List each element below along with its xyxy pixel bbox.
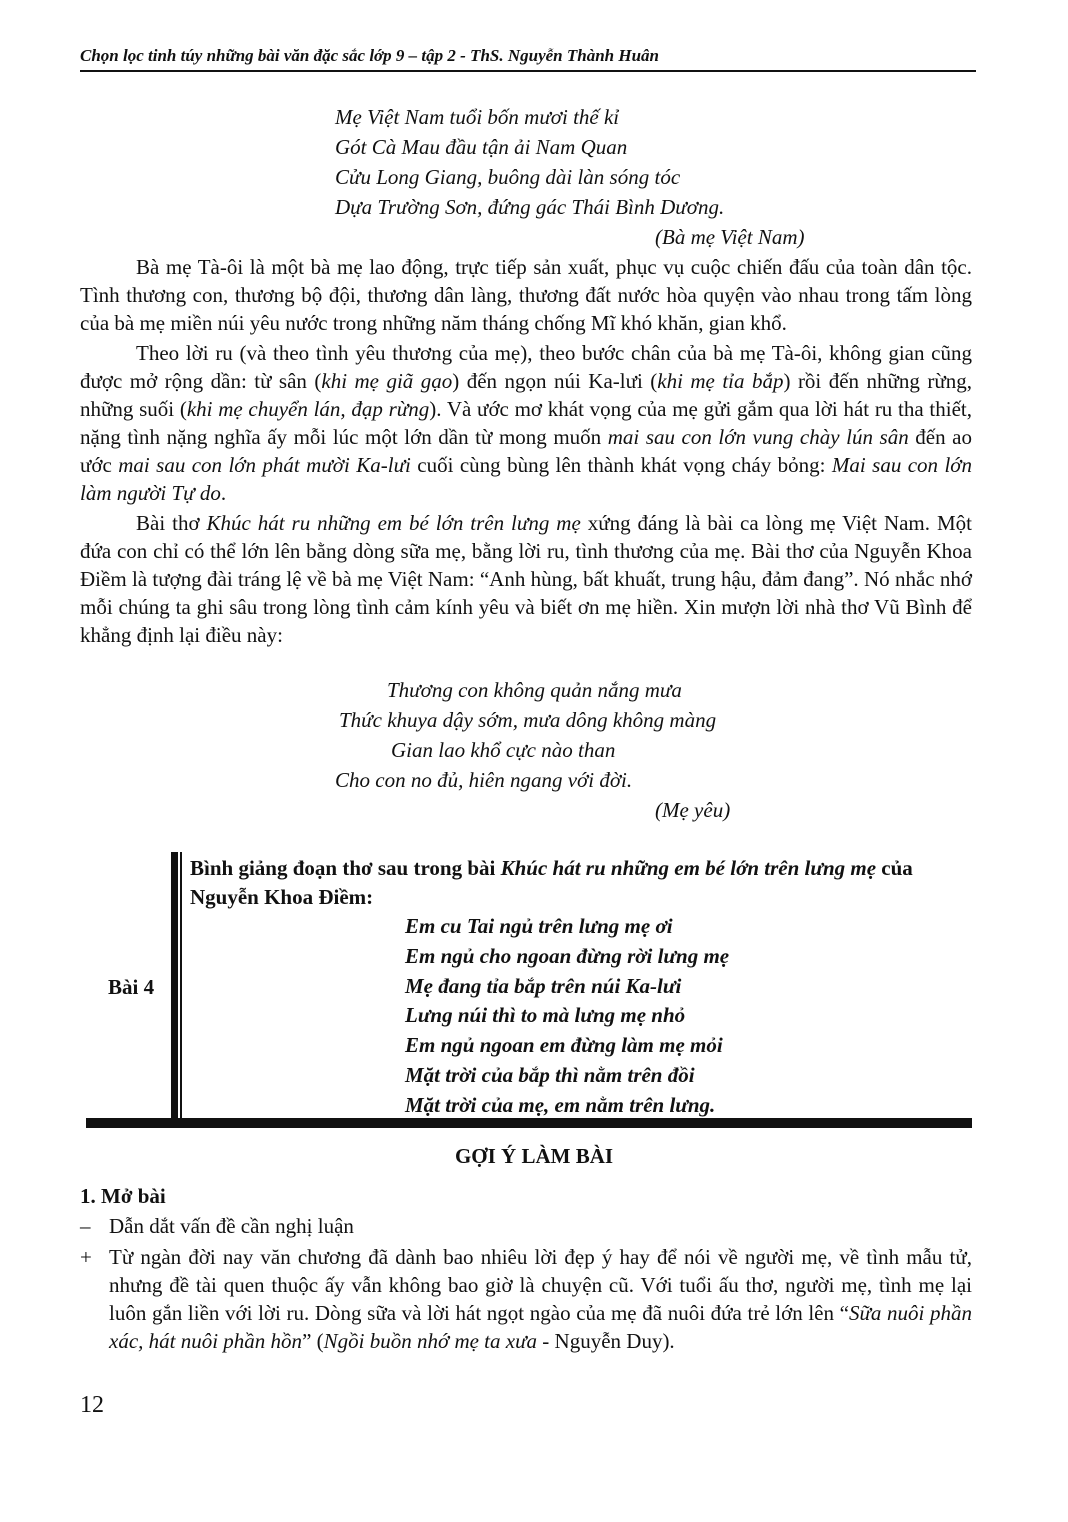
poem-source-1: (Bà mẹ Việt Nam): [655, 225, 805, 249]
page-number: 12: [80, 1392, 104, 1418]
poem-line: Lưng núi thì to mà lưng mẹ nhỏ: [405, 1003, 686, 1028]
poem-source-2: (Mẹ yêu): [655, 798, 731, 822]
list-item-text: Dẫn dắt vấn đề cần nghị luận: [109, 1214, 354, 1238]
poem-line: Thức khuya dậy sớm, mưa dông không màng: [339, 708, 717, 732]
poem-line: Dựa Trường Sơn, đứng gác Thái Bình Dương.: [335, 195, 725, 219]
body-text: [80, 253, 972, 649]
list-item: [80, 1243, 972, 1355]
paragraph-1: Bà mẹ Tà-ôi là một bà mẹ lao động, trực tiếp sản xuất, phục vụ cuộc chiến đấu của toàn dân tộc. Tình thương con, thương bộ đội, thương dân làng, thương đất nước hòa quyện vào nhau trong tấm lòng của bà mẹ miền núi yêu nước trong những năm tháng chống Mĩ khó khăn, gian khổ.: [80, 255, 972, 335]
poem-line: Mặt trời của mẹ, em nằm trên lưng.: [405, 1092, 716, 1117]
poem-line: Em ngủ ngoan em đừng làm mẹ mỏi: [405, 1033, 723, 1058]
poem-line: Em cu Tai ngủ trên lưng mẹ ơi: [405, 914, 673, 938]
list-item: [80, 1212, 972, 1240]
exercise-divider-vertical: [171, 852, 182, 1124]
bullet-marker: –: [80, 1214, 91, 1238]
section-title: GỢI Ý LÀM BÀI: [454, 1144, 614, 1168]
poem-excerpt-2: [335, 675, 716, 795]
paragraph-2: Theo lời ru (và theo tình yêu thương của mẹ), theo bước chân của bà mẹ Tà-ôi, không gian cũng được mở rộng dần: từ sân (khi mẹ giã gạo) đến ngọn núi Ka-lưi (khi mẹ tỉa bắp) rồi đến những rừng, những suối (khi mẹ chuyển lán, đạp rừng). Và ước mơ khát vọng của mẹ gửi gắm qua lời hát ru tha thiết, nặng tình nặng nghĩa ấy mỗi lúc một lớn dần từ mong muốn mai sau con lớn vung chày lún sân đến ao ước mai sau con lớn phát mười Ka-lưi cuối cùng bùng lên thành khát vọng cháy bỏng: Mai sau con lớn làm người Tự do.: [80, 341, 973, 505]
list-item-text: Từ ngàn đời nay văn chương đã dành bao nhiêu lời đẹp ý hay để nói về người mẹ, về tình mẫu tử, nhưng đề tài quen thuộc ấy vẫn không bao giờ là chuyện cũ. Với tuổi ấu thơ, người mẹ, tình mẹ lại luôn gắn liền với lời ru. Dòng sữa và lời hát ngọt ngào của mẹ đã nuôi đứa trẻ lớn lên “Sữa nuôi phần xác, hát nuôi phần hồn” (Ngồi buồn nhớ mẹ ta xưa - Nguyễn Duy).: [109, 1245, 972, 1353]
poem-line: Gót Cà Mau đầu tận ải Nam Quan: [335, 135, 628, 159]
subheading: 1. Mở bài: [80, 1184, 166, 1208]
running-header: Chọn lọc tinh túy những bài văn đặc sắc lớp 9 – tập 2 - ThS. Nguyễn Thành Huân: [80, 44, 976, 72]
exercise-divider-gap: [178, 852, 180, 1124]
poem-excerpt-1: [335, 102, 724, 222]
poem-line: Mẹ đang tỉa bắp trên núi Ka-lưi: [405, 973, 682, 998]
poem-line: Cửu Long Giang, buông dài làn sóng tóc: [335, 165, 681, 189]
poem-line: Mẹ Việt Nam tuổi bốn mươi thế kỉ: [335, 105, 620, 129]
poem-line: Cho con no đủ, hiên ngang với đời.: [335, 768, 633, 792]
exercise-poem: [405, 912, 729, 1121]
exercise-prompt: Bình giảng đoạn thơ sau trong bài Khúc hát ru những em bé lớn trên lưng mẹ của Nguyễn Khoa Điềm:: [190, 856, 913, 909]
bullet-marker: +: [80, 1245, 92, 1269]
poem-line: Thương con không quản nắng mưa: [387, 678, 682, 702]
poem-line: Mặt trời của bắp thì nằm trên đồi: [405, 1062, 695, 1087]
paragraph-3: Bài thơ Khúc hát ru những em bé lớn trên lưng mẹ xứng đáng là bài ca lòng mẹ Việt Nam. Một đứa con chỉ có thể lớn lên bằng dòng sữa mẹ, bằng lời ru, tình thương của mẹ. Bài thơ của Nguyễn Khoa Điềm là tượng đài tráng lệ về bà mẹ Việt Nam: “Anh hùng, bất khuất, trung hậu, đảm đang”. Nó nhắc nhớ mỗi chúng ta ghi sâu trong lòng tình cảm kính yêu và biết ơn mẹ hiền. Xin mượn lời nhà thơ Vũ Bình để khẳng định lại điều này:: [80, 511, 972, 647]
poem-line: Em ngủ cho ngoan đừng rời lưng mẹ: [405, 943, 730, 968]
exercise-label: Bài 4: [108, 975, 155, 999]
poem-line: Gian lao khổ cực nào than: [391, 738, 616, 762]
